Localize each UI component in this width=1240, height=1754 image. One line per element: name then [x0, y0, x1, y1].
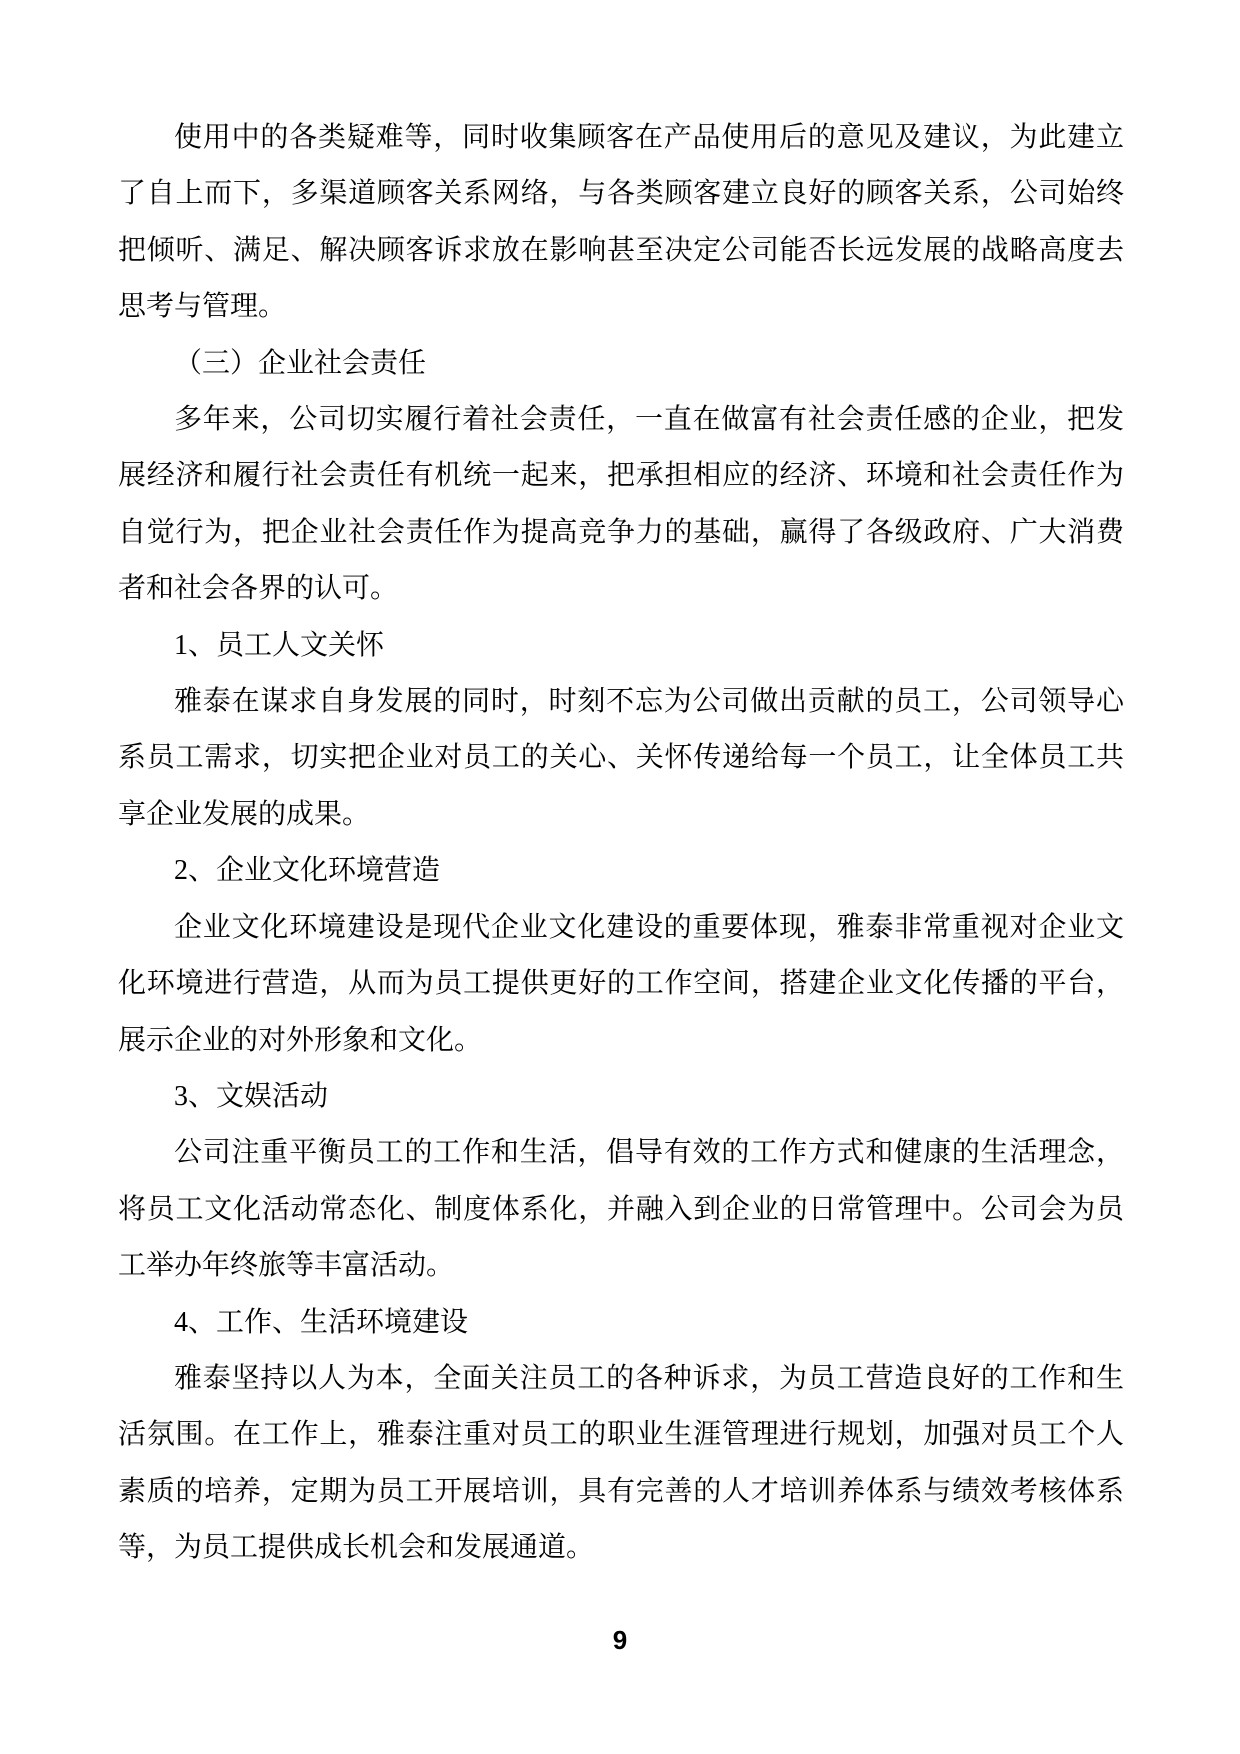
document-body	[118, 110, 1124, 1577]
paragraph-employee-care: 雅泰在谋求自身发展的同时，时刻不忘为公司做出贡献的员工，公司领导心系员工需求，切实把企业对员工的关心、关怀传递给每一个员工，让全体员工共享企业发展的成果。	[118, 686, 1124, 830]
section-heading-csr: （三）企业社会责任	[174, 347, 427, 379]
paragraph-customer-relations: 使用中的各类疑难等，同时收集顾客在产品使用后的意见及建议，为此建立了自上而下，多渠道顾客关系网络，与各类顾客建立良好的顾客关系，公司始终把倾听、满足、解决顾客诉求放在影响甚至决定公司能否长远发展的战略高度去思考与管理。	[118, 122, 1124, 323]
paragraph-csr-overview: 多年来，公司切实履行着社会责任，一直在做富有社会责任感的企业，把发展经济和履行社会责任有机统一起来，把承担相应的经济、环境和社会责任作为自觉行为，把企业社会责任作为提高竞争力的基础，赢得了各级政府、广大消费者和社会各界的认可。	[118, 404, 1124, 605]
paragraph-recreation: 公司注重平衡员工的工作和生活，倡导有效的工作方式和健康的生活理念，将员工文化活动常态化、制度体系化，并融入到企业的日常管理中。公司会为员工举办年终旅等丰富活动。	[118, 1137, 1124, 1282]
page-number: 9	[612, 1625, 628, 1655]
paragraph-culture-environment: 企业文化环境建设是现代企业文化建设的重要体现，雅泰非常重视对企业文化环境进行营造，从而为员工提供更好的工作空间，搭建企业文化传播的平台，展示企业的对外形象和文化。	[118, 911, 1124, 1056]
subsection-heading-work-life-environment: 4、工作、生活环境建设	[174, 1306, 469, 1338]
paragraph-work-life-environment: 雅泰坚持以人为本，全面关注员工的各种诉求，为员工营造良好的工作和生活氛围。在工作上，雅泰注重对员工的职业生涯管理进行规划，加强对员工个人素质的培养，定期为员工开展培训，具有完善的人才培训养体系与绩效考核体系等，为员工提供成长机会和发展通道。	[118, 1362, 1124, 1564]
subsection-heading-recreation: 3、文娱活动	[174, 1080, 329, 1112]
subsection-heading-culture-environment: 2、企业文化环境营造	[174, 855, 441, 887]
subsection-heading-employee-care: 1、员工人文关怀	[174, 629, 385, 661]
